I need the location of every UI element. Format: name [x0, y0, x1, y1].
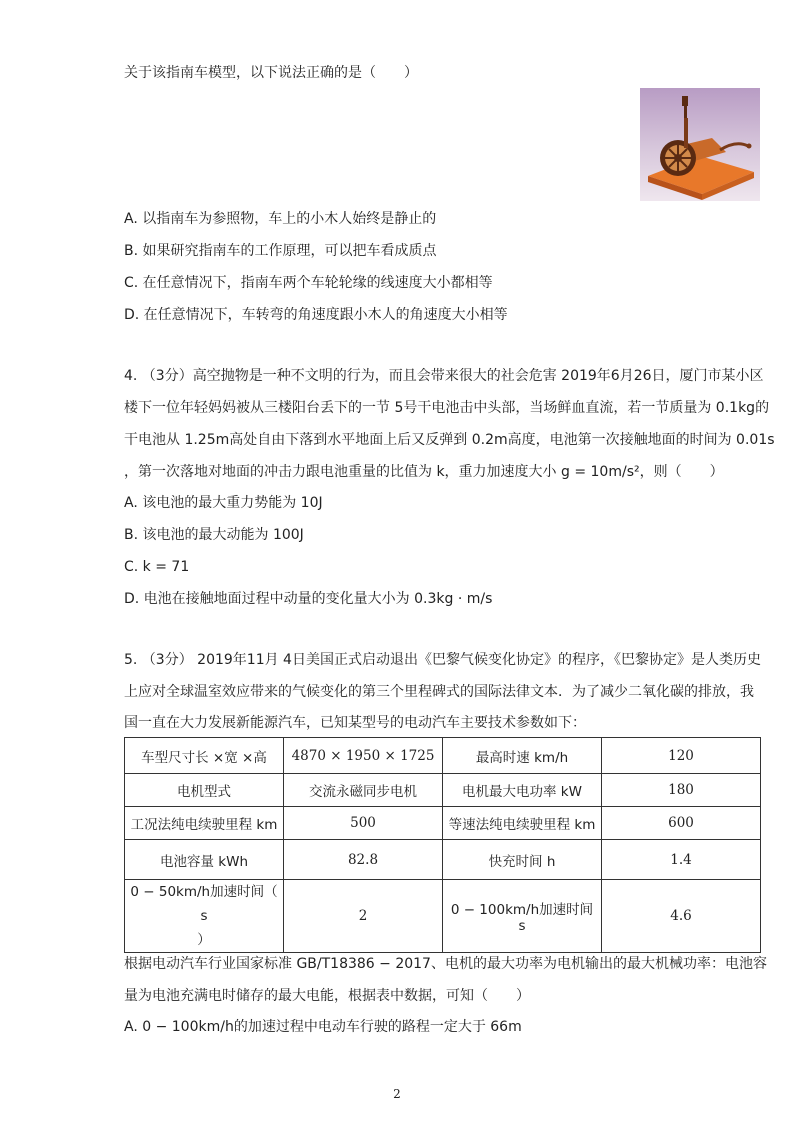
- table-cell: 82.8: [284, 840, 443, 880]
- table-cell: 电机型式: [125, 774, 284, 807]
- q5-stem-line-2: 上应对全球温室效应带来的气候变化的第三个里程碑式的国际法律文本．为了减少二氧化碳的排放，我: [124, 684, 754, 700]
- page-number: 2: [393, 1087, 401, 1101]
- q5-after-line-2: 量为电池充满电时储存的最大电能，根据表中数据，可知（ ）: [124, 988, 530, 1004]
- table-cell: 快充时间 h: [443, 840, 602, 880]
- table-cell: 等速法纯电续驶里程 km: [443, 807, 602, 840]
- table-row: [125, 880, 761, 953]
- q4-stem-line-2: 楼下一位年轻妈妈被从三楼阳台丢下的一节 5号干电池击中头部，当场鲜血直流，若一节质量为 0.1kg的: [124, 400, 770, 416]
- table-cell: 4870 × 1950 × 1725: [284, 738, 443, 774]
- table-cell: 0 − 100km/h加速时间 s: [443, 880, 602, 953]
- table-cell: 最高时速 km/h: [443, 738, 602, 774]
- table-cell: 1.4: [602, 840, 761, 880]
- q5-option-a: A. 0 − 100km/h的加速过程中电动车行驶的路程一定大于 66m: [124, 1019, 522, 1035]
- q3-stem: 关于该指南车模型，以下说法正确的是（ ）: [124, 65, 418, 81]
- q4-option-b: B. 该电池的最大动能为 100J: [124, 527, 304, 543]
- table-cell: [125, 880, 284, 953]
- table-row: [125, 840, 761, 880]
- q3-option-d: D. 在任意情况下，车转弯的角速度跟小木人的角速度大小相等: [124, 307, 508, 323]
- q4-stem-line-3: 干电池从 1.25m高处自由下落到水平地面上后又反弹到 0.2m高度，电池第一次接触地面的时间为 0.01s: [124, 432, 775, 448]
- q5-stem-line-1: 5. （3分） 2019年11月 4日美国正式启动退出《巴黎气候变化协定》的程序，《巴黎协定》是人类历史: [124, 652, 761, 668]
- table-cell: 600: [602, 807, 761, 840]
- q4-option-c: C. k = 71: [124, 559, 190, 575]
- table-cell: 2: [284, 880, 443, 953]
- south-pointing-chariot-image: [640, 88, 760, 201]
- q4-option-a: A. 该电池的最大重力势能为 10J: [124, 495, 323, 511]
- table-cell: 交流永磁同步电机: [284, 774, 443, 807]
- table-cell: 120: [602, 738, 761, 774]
- q3-option-c: C. 在任意情况下，指南车两个车轮轮缘的线速度大小都相等: [124, 275, 493, 291]
- table-cell: 电池容量 kWh: [125, 840, 284, 880]
- table-cell: 电机最大电功率 kW: [443, 774, 602, 807]
- ev-spec-table: [124, 737, 761, 953]
- table-cell: 工况法纯电续驶里程 km: [125, 807, 284, 840]
- q5-after-line-1: 根据电动汽车行业国家标准 GB/T18386 − 2017、电机的最大功率为电机输出的最大机械功率：电池容: [124, 956, 767, 972]
- q4-stem-line-1: 4. （3分）高空抛物是一种不文明的行为，而且会带来很大的社会危害 2019年6月26日，厦门市某小区: [124, 368, 764, 384]
- table-cell: 4.6: [602, 880, 761, 953]
- table-cell: 500: [284, 807, 443, 840]
- q3-option-a: A. 以指南车为参照物，车上的小木人始终是静止的: [124, 211, 437, 227]
- table-cell-text: 0 − 50km/h加速时间（ s: [130, 884, 278, 924]
- chariot-illustration: [640, 88, 760, 201]
- table-cell: 180: [602, 774, 761, 807]
- table-cell-text-tail: ）: [197, 932, 211, 948]
- table-row: [125, 738, 761, 774]
- table-row: [125, 807, 761, 840]
- table-row: [125, 774, 761, 807]
- q5-stem-line-3: 国一直在大力发展新能源汽车，已知某型号的电动汽车主要技术参数如下：: [124, 715, 586, 731]
- q4-option-d: D. 电池在接触地面过程中动量的变化量大小为 0.3kg · m/s: [124, 591, 493, 607]
- q4-stem-line-4: ，第一次落地对地面的冲击力跟电池重量的比值为 k，重力加速度大小 g = 10m/s²，则（ ）: [124, 464, 724, 480]
- table-cell: 车型尺寸长 ×宽 ×高: [125, 738, 284, 774]
- q3-option-b: B. 如果研究指南车的工作原理，可以把车看成质点: [124, 243, 437, 259]
